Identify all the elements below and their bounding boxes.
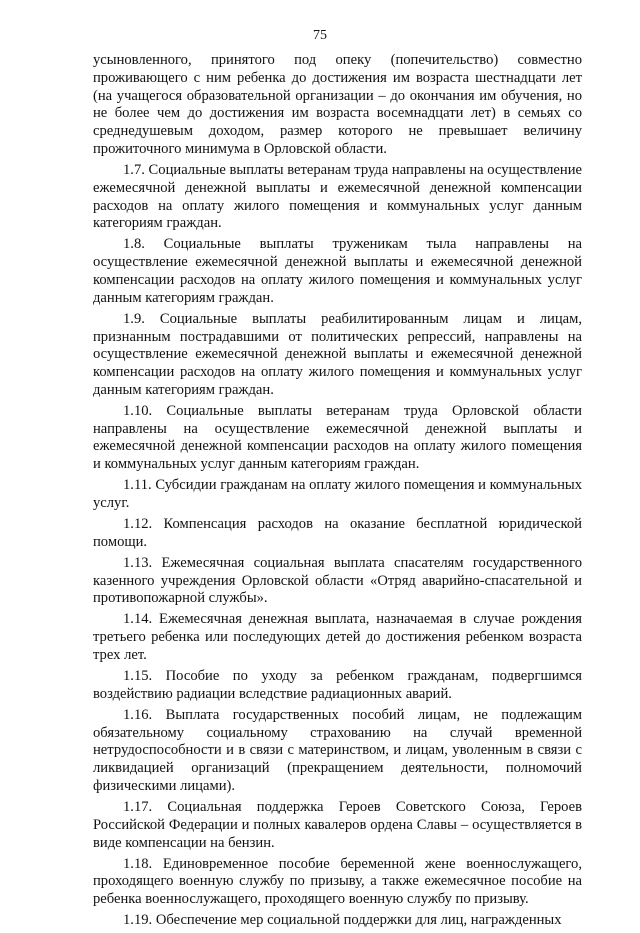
paragraph-1-14: 1.14. Ежемесячная денежная выплата, назначаемая в случае рождения третьего ребенка или последующих детей до достижения ребенком возраста трех лет. [93, 611, 582, 663]
paragraph-continuation: усыновленного, принятого под опеку (попечительство) совместно проживающего с ним ребенка до достижения им возраста шестнадцати лет (на учащегося образовательной организации – до окончания им обучения, но не более чем до достижения им возраста восемнадцати лет) в семьях со среднедушевым доходом, размер которого не превышает величину прожиточного минимума в Орловской области. [93, 52, 582, 157]
document-body [93, 52, 582, 933]
paragraph-1-15: 1.15. Пособие по уходу за ребенком гражданам, подвергшимся воздействию радиации вследствие радиационных аварий. [93, 667, 582, 702]
paragraph-1-11: 1.11. Субсидии гражданам на оплату жилого помещения и коммунальных услуг. [93, 477, 582, 512]
paragraph-1-7: 1.7. Социальные выплаты ветеранам труда направлены на осуществление ежемесячной денежной выплаты и ежемесячной денежной компенсации расходов на оплату жилого помещения и коммунальных услуг данным категориям граждан. [93, 161, 582, 232]
paragraph-1-18: 1.18. Единовременное пособие беременной жене военнослужащего, проходящего военную службу по призыву, а также ежемесячное пособие на ребенка военнослужащего, проходящего военную службу по призыву. [93, 855, 582, 908]
paragraph-1-17: 1.17. Социальная поддержка Героев Советского Союза, Героев Российской Федерации и полных кавалеров ордена Славы – осуществляется в виде компенсации на бензин. [93, 798, 582, 851]
paragraph-1-16: 1.16. Выплата государственных пособий лицам, не подлежащим обязательному социальному страхованию на случай временной нетрудоспособности и в связи с материнством, и лицам, уволенным в связи с ликвидацией организаций (прекращением деятельности, полномочий физическими лицами). [93, 706, 582, 794]
paragraph-1-9: 1.9. Социальные выплаты реабилитированным лицам и лицам, признанным пострадавшими от политических репрессий, направлены на осуществление ежемесячной денежной выплаты и ежемесячной денежной компенсации расходов на оплату жилого помещения и коммунальных услуг данным категориям граждан. [93, 310, 582, 398]
paragraph-1-10: 1.10. Социальные выплаты ветеранам труда Орловской области направлены на осуществление ежемесячной денежной выплаты и ежемесячной денежной компенсации расходов на оплату жилого помещения и коммунальных услуг данным категориям граждан. [93, 402, 582, 473]
paragraph-1-13: 1.13. Ежемесячная социальная выплата спасателям государственного казенного учреждения Орловской области «Отряд аварийно-спасательной и противопожарной службы». [93, 554, 582, 607]
paragraph-1-12: 1.12. Компенсация расходов на оказание бесплатной юридической помощи. [93, 516, 582, 550]
page-number: 75 [313, 28, 327, 43]
paragraph-1-19: 1.19. Обеспечение мер социальной поддержки для лиц, награжденных [123, 912, 562, 929]
paragraph-1-8: 1.8. Социальные выплаты труженикам тыла направлены на осуществление ежемесячной денежной выплаты и ежемесячной денежной компенсации расходов на оплату жилого помещения и коммунальных услуг данным категориям граждан. [93, 236, 582, 306]
